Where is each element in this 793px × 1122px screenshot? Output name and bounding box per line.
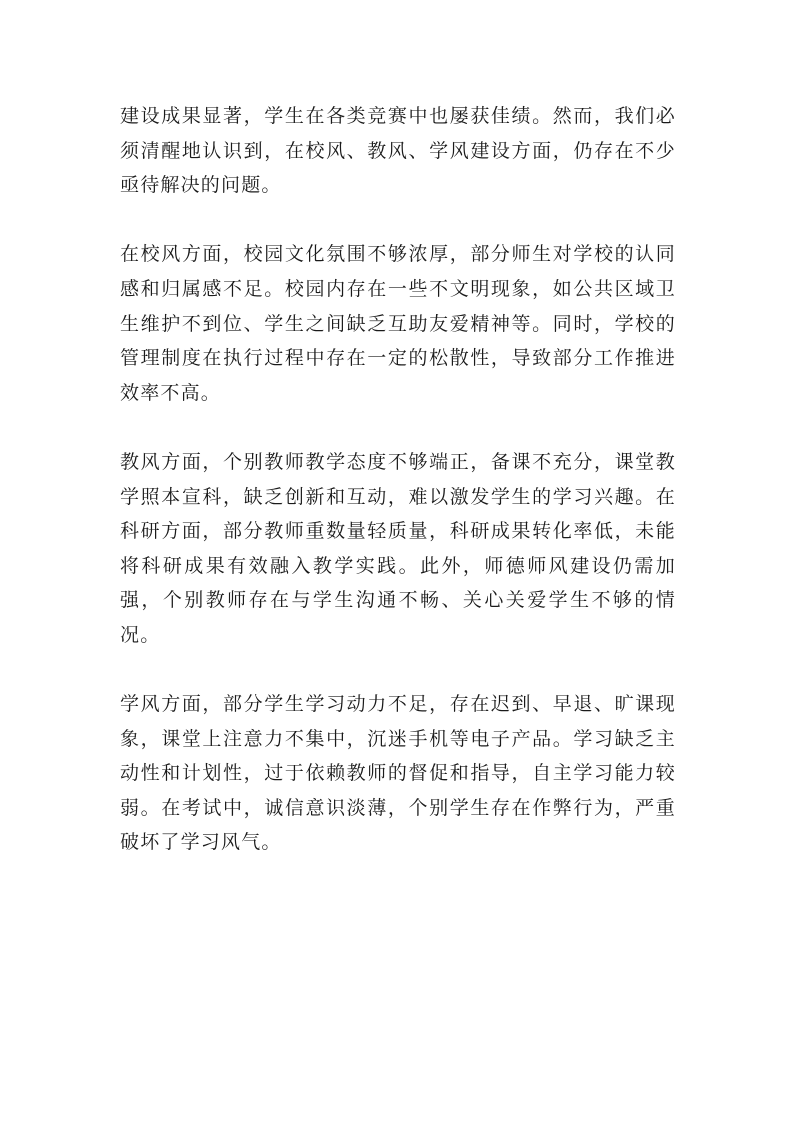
paragraph-study-style: 学风方面，部分学生学习动力不足，存在迟到、早退、旷课现象，课堂上注意力不集中，沉迷手机等电子产品。学习缺乏主动性和计划性，过于依赖教师的督促和指导，自主学习能力较弱。在考试中，诚信意识淡薄，个别学生存在作弊行为，严重破坏了学习风气。 [120, 693, 676, 854]
paragraph-achievements-and-problems: 建设成果显著，学生在各类竞赛中也屡获佳绩。然而，我们必须清醒地认识到，在校风、教风、学风建设方面，仍存在不少亟待解决的问题。 [120, 105, 676, 197]
paragraph-school-spirit: 在校风方面，校园文化氛围不够浓厚，部分师生对学校的认同感和归属感不足。校园内存在一些不文明现象，如公共区域卫生维护不到位、学生之间缺乏互助友爱精神等。同时，学校的管理制度在执行过程中存在一定的松散性，导致部分工作推进效率不高。 [120, 243, 676, 404]
paragraph-teaching-style: 教风方面，个别教师教学态度不够端正，备课不充分，课堂教学照本宣科，缺乏创新和互动，难以激发学生的学习兴趣。在科研方面，部分教师重数量轻质量，科研成果转化率低，未能将科研成果有效融入教学实践。此外，师德师风建设仍需加强，个别教师存在与学生沟通不畅、关心关爱学生不够的情况。 [120, 450, 676, 646]
document-body [120, 99, 676, 895]
